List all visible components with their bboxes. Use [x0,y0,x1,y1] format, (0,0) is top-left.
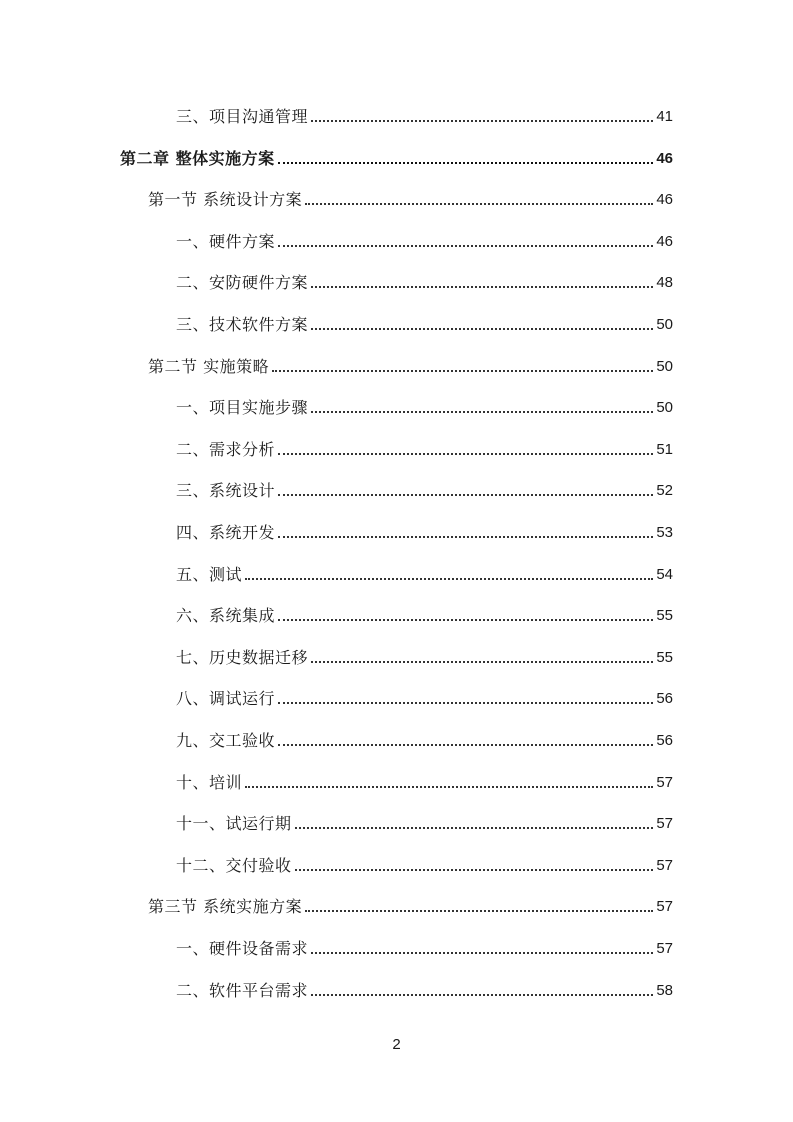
toc-entry-page: 46 [656,191,673,208]
toc-entry-page: 52 [656,482,673,499]
toc-entry-page: 50 [656,399,673,416]
dot-leader [278,702,653,704]
toc-entry-title: 十一、试运行期 [176,814,292,833]
dot-leader [278,162,654,164]
toc-entry-title: 七、历史数据迁移 [176,648,309,667]
toc-entry-title: 一、项目实施步骤 [176,398,309,417]
toc-entry[interactable] [176,604,673,628]
toc-entry-title: 六、系统集成 [176,606,276,625]
toc-entry[interactable] [148,188,673,212]
toc-entry[interactable] [176,854,673,878]
toc-entry-title: 第一节 系统设计方案 [148,190,303,209]
toc-entry[interactable] [148,895,673,919]
toc-entry-page: 57 [656,774,673,791]
toc-entry-title: 第三节 系统实施方案 [148,897,303,916]
toc-entry[interactable] [176,230,673,254]
dot-leader [295,827,654,829]
toc-entry[interactable] [176,979,673,1003]
toc-entry-title: 三、系统设计 [176,481,276,500]
toc-entry-title: 二、软件平台需求 [176,981,309,1000]
toc-entry-title: 十二、交付验收 [176,856,292,875]
dot-leader [245,578,653,580]
dot-leader [311,411,653,413]
toc-entry-title: 九、交工验收 [176,731,276,750]
toc-entry[interactable] [176,937,673,961]
toc-entry-page: 56 [656,690,673,707]
dot-leader [278,744,653,746]
dot-leader [245,786,653,788]
toc-entry-title: 八、调试运行 [176,689,276,708]
toc-entry[interactable] [176,105,673,129]
dot-leader [278,536,653,538]
toc-entry-title: 第二节 实施策略 [148,357,270,376]
toc-entry-page: 58 [656,982,673,999]
toc-entry-page: 57 [656,898,673,915]
dot-leader [311,328,653,330]
toc-entry-page: 50 [656,358,673,375]
toc-entry[interactable] [176,396,673,420]
page-number: 2 [392,1036,401,1053]
dot-leader [272,370,653,372]
toc-entry-title: 二、安防硬件方案 [176,273,309,292]
toc-entry[interactable] [176,812,673,836]
toc-entry-page: 57 [656,857,673,874]
toc-entry[interactable] [176,521,673,545]
toc-entry[interactable] [176,438,673,462]
toc-entry-title: 三、技术软件方案 [176,315,309,334]
toc-entry-page: 57 [656,815,673,832]
dot-leader [278,494,653,496]
toc-entry[interactable] [176,729,673,753]
toc-entry[interactable] [176,687,673,711]
toc-entry-page: 46 [656,150,673,167]
toc-entry-page: 54 [656,566,673,583]
toc-entry-page: 57 [656,940,673,957]
toc-entry-page: 48 [656,274,673,291]
toc-entry[interactable] [176,563,673,587]
toc-entry-page: 55 [656,607,673,624]
toc-entry[interactable] [120,147,673,171]
toc-entry-title: 二、需求分析 [176,440,276,459]
dot-leader [311,994,653,996]
toc-entry-title: 一、硬件设备需求 [176,939,309,958]
dot-leader [295,869,654,871]
dot-leader [278,453,653,455]
toc-entry-page: 51 [656,441,673,458]
toc-entry-page: 46 [656,233,673,250]
toc-entry[interactable] [176,313,673,337]
toc-entry[interactable] [176,771,673,795]
dot-leader [305,910,653,912]
toc-entry-title: 一、硬件方案 [176,232,276,251]
toc-entry-title: 四、系统开发 [176,523,276,542]
toc-entry-page: 56 [656,732,673,749]
toc-entry[interactable] [176,479,673,503]
toc-entry-title: 第二章 整体实施方案 [120,149,275,168]
toc-entry-page: 41 [656,108,673,125]
toc-entry-title: 三、项目沟通管理 [176,107,309,126]
dot-leader [278,245,653,247]
dot-leader [278,619,653,621]
toc-entry-page: 50 [656,316,673,333]
dot-leader [311,952,653,954]
toc-entry[interactable] [176,271,673,295]
toc-entry[interactable] [176,646,673,670]
toc-entry-page: 55 [656,649,673,666]
dot-leader [311,286,653,288]
toc-entry-title: 十、培训 [176,773,243,792]
dot-leader [311,661,653,663]
dot-leader [305,203,653,205]
toc-entry-page: 53 [656,524,673,541]
toc-entry-title: 五、测试 [176,565,243,584]
toc-entry[interactable] [148,355,673,379]
dot-leader [311,120,653,122]
